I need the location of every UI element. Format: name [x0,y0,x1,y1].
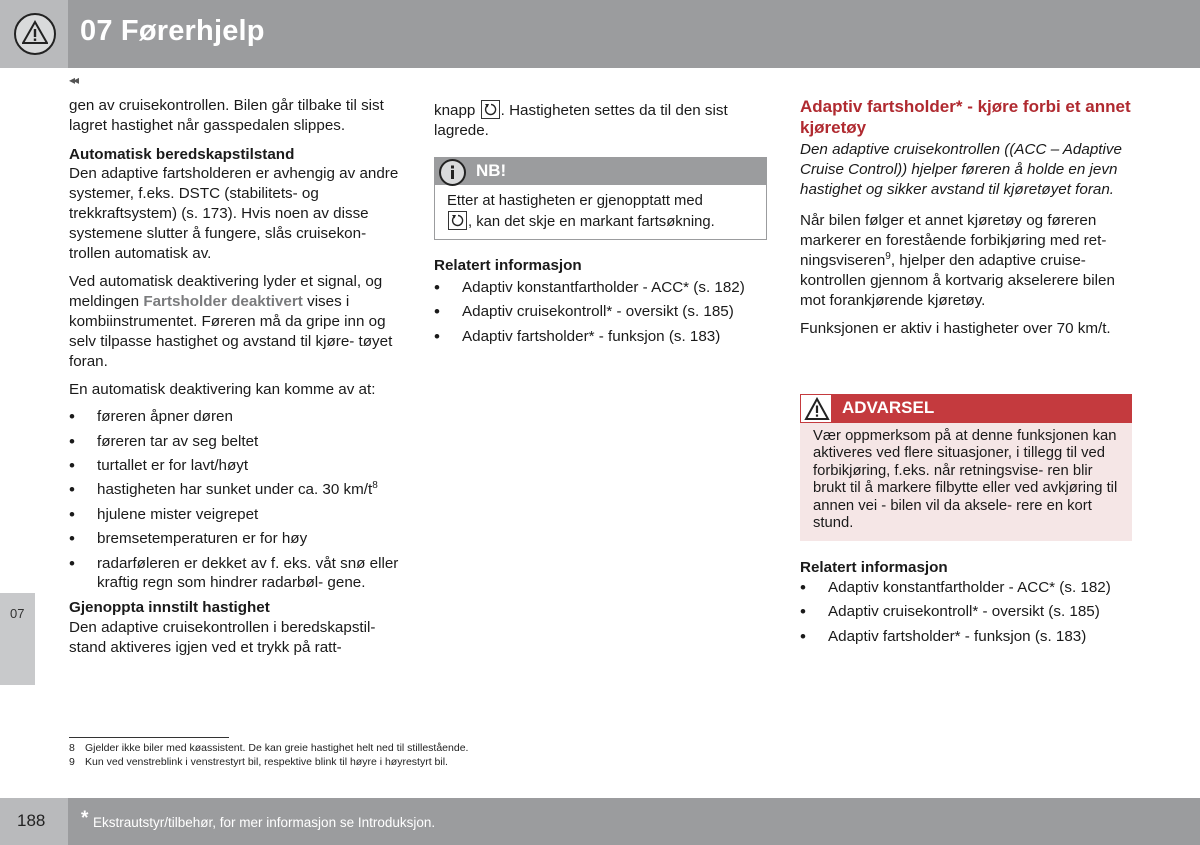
list-item: • turtallet er for lavt/høyt [69,456,409,476]
chapter-title: 07 Førerhjelp [80,15,265,47]
list-intro: En automatisk deaktivering kan komme av at: [69,381,376,399]
body-pre: Når bilen følger et annet kjøretøy og føreren markerer en forestående forbikjøring med ret- ningsviseren [800,212,1107,269]
related-link[interactable]: • Adaptiv cruisekontroll* - oversikt (s. 185) [434,302,769,322]
note-pre: Etter at hastigheten er gjenopptatt med [447,193,703,209]
resume-text: Den adaptive cruisekontrollen i beredskapstil- stand aktiveres igjen ved et trykk på ratt- [69,618,376,656]
standby-text: Den adaptive fartsholderen er avhengig av andre systemer, f.eks. DSTC (stabilitets- og trekkraftsystem) (s. 173). Hvis noen av disse systemene slutter å fungere, slås cruisekon- trollen automatisk av. [69,165,399,262]
note-box [434,157,767,240]
footnotes [69,741,468,769]
page-number: 188 [17,811,46,830]
section-title: Adaptiv fartsholder* - kjøre forbi et annet kjøretøy [800,97,1131,137]
related-heading: Relatert informasjon [434,257,582,274]
note-title: NB! [476,161,507,180]
body-text [800,211,1135,310]
speed-text: Funksjonen er aktiv i hastigheter over 70 km/t. [800,320,1111,338]
footnote-number: 8 [69,742,75,754]
footnote-divider [69,737,229,738]
header-icon-area [0,0,68,68]
warning-box [800,394,1132,541]
chapter-side-tab-label: 07 [10,606,25,621]
deactivation-pre: Ved automatisk deaktivering lyder et signal, og meldingen [69,273,383,311]
standby-heading: Automatisk beredskapstilstand [69,145,295,163]
warning-triangle-icon [14,13,56,55]
resume-button-icon [481,100,500,119]
footnote-ref[interactable]: 9 [885,250,891,262]
accessory-star: * [81,808,89,829]
list-item: • bremsetemperaturen er for høy [69,529,409,549]
footer-page-area [0,798,68,845]
related-list [800,578,1135,647]
related-link[interactable]: • Adaptiv fartsholder* - funksjon (s. 183) [800,627,1135,647]
warning-title: ADVARSEL [842,398,935,417]
list-item [69,480,409,500]
body-post: , hjelper den adaptive cruise- kontrollen gjennom å kortvarig akselerere bilen mot forankjørende kjøretøy. [800,251,1115,309]
page-footer [0,798,1200,845]
warning-text: Vær oppmerksom på at denne funksjonen kan aktiveres ved flere situasjoner, i tillegg til ved forbikjøring, f.eks. når retningsvise- ren blir brukt til å markere filbytte eller ved avkjøring til annen vei - bilen vil da aksele- rere en kort stund. [813,428,1118,532]
continued-text [434,100,769,141]
related-link[interactable]: • Adaptiv fartsholder* - funksjon (s. 183) [434,327,769,347]
list-item: • radarføleren er dekket av f. eks. våt snø eller kraftig regn som hindrer radarbøl- gene. [69,554,409,594]
info-icon [439,159,466,186]
intro-text: gen av cruisekontrollen. Bilen går tilbake til sist lagret hastighet når gasspedalen slippes. [69,97,384,134]
column-1 [69,96,409,657]
column-3 [800,96,1135,339]
warning-header [800,394,1132,423]
related-link[interactable]: • Adaptiv cruisekontroll* - oversikt (s. 185) [800,602,1135,622]
intro-italic: Den adaptive cruisekontrollen ((ACC – Adaptive Cruise Control)) hjelper føreren å holde en jevn hastighet og sikker avstand til kjøretøyet foran. [800,141,1122,198]
footer-text: Ekstrautstyr/tilbehør, for mer informasjon se Introduksjon. [93,815,436,830]
note-header [435,158,766,185]
related-info-col2 [434,256,769,351]
list-item: • hjulene mister veigrepet [69,505,409,525]
note-body [435,185,766,232]
list-item-text: hastigheten har sunket under ca. 30 km/t [97,481,373,499]
back-arrows-icon[interactable]: ◂◂ [69,73,78,87]
page-header [0,0,1200,68]
related-link[interactable]: • Adaptiv konstantfartholder - ACC* (s. 182) [800,578,1135,598]
note-post: , kan det skje en markant fartsøkning. [468,214,715,230]
deactivation-message: Fartsholder deaktivert [143,293,303,311]
footnote-ref[interactable]: 8 [372,480,378,492]
list-item: • føreren tar av seg beltet [69,432,409,452]
continued-post: . Hastigheten settes da til den sist lagrede. [434,102,728,139]
related-info-col3 [800,558,1135,651]
resume-heading: Gjenoppta innstilt hastighet [69,599,270,617]
related-heading: Relatert informasjon [800,559,948,576]
deactivation-post: vises i kombiinstrumentet. Føreren må da gripe inn og selv tilpasse hastighet og avstand til kjøre- tøyet foran. [69,293,393,370]
chapter-side-tab[interactable] [0,593,35,685]
footnote-number: 9 [69,756,75,768]
list-item: • føreren åpner døren [69,407,409,427]
warning-triangle-icon [800,394,832,423]
deactivation-causes-list [69,407,409,593]
related-link[interactable]: • Adaptiv konstantfartholder - ACC* (s. 182) [434,278,769,298]
resume-button-icon [448,211,467,230]
continued-pre: knapp [434,102,476,119]
column-2 [434,100,769,141]
footnote [69,741,468,755]
deactivation-text [69,272,409,371]
footnote-text: Kun ved venstreblink i venstrestyrt bil, respektive blink til høyre i høyrestyrt bil. [85,756,448,768]
footnote [69,755,468,769]
footnote-text: Gjelder ikke biler med køassistent. De kan greie hastighet helt ned til stillestående. [85,742,469,754]
related-list [434,278,769,347]
